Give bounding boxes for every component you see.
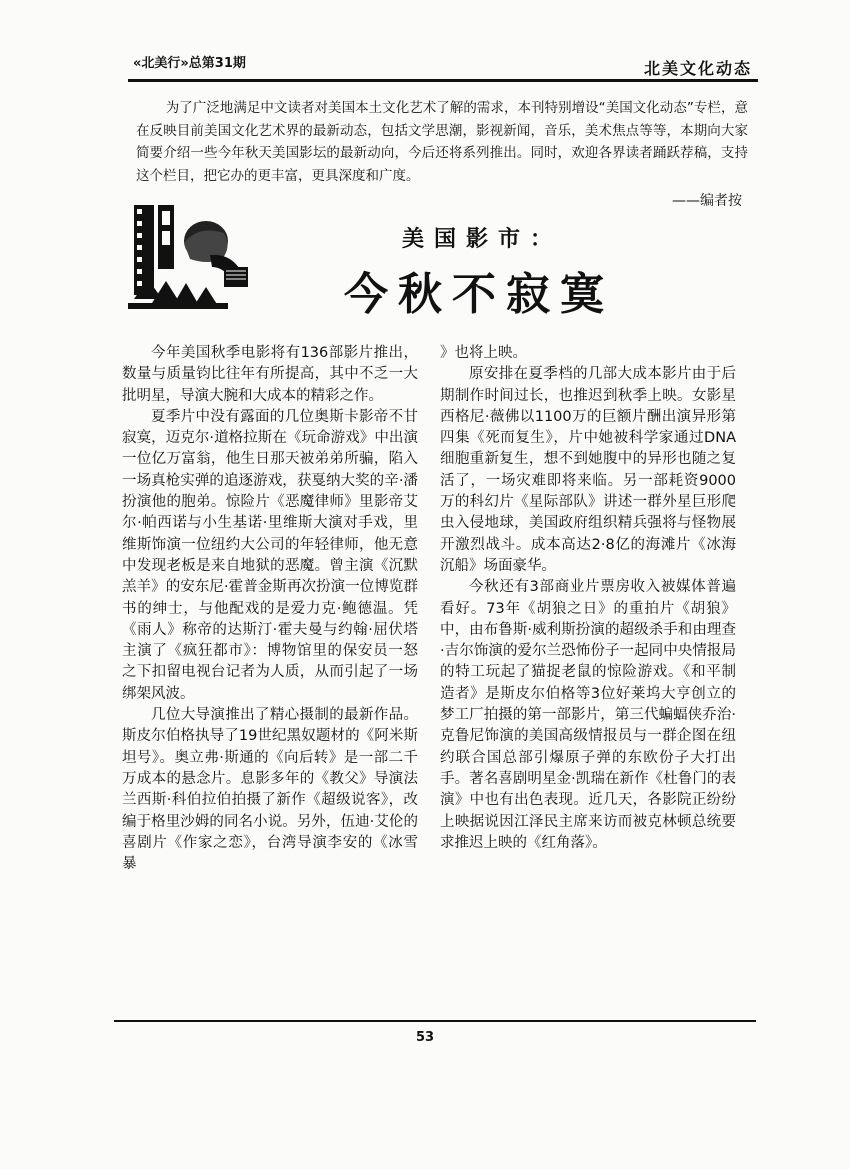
editor-note xyxy=(136,97,748,187)
magazine-issue-label: «北美行»总第31期 xyxy=(133,56,246,71)
editor-note-text: 为了广泛地满足中文读者对美国本土文化艺术了解的需求，本刊特别增设“美国文化动态”专栏，意在反映目前美国文化艺术界的最新动态，包括文学思潮，影视新闻，音乐，美术焦点等等，本期向大家简要介绍一些今年秋天美国影坛的最新动向，今后还将系列推出。同时，欢迎各界读者踊跃荐稿，支持这个栏目，把它办的更丰富，更具深度和广度。 xyxy=(136,100,748,184)
article-left-column xyxy=(122,343,418,875)
paragraph: 几位大导演推出了精心摄制的最新作品。斯皮尔伯格执导了19世纪黑奴题材的《阿米斯坦号》。奥立弗·斯通的《向后转》是一部二千万成本的悬念片。息影多年的《教父》导演法兰西斯·科伯拉伯拍摄了新作《超级说客》，改编于格里沙姆的同名小说。另外，伍迪·艾伦的喜剧片《作家之恋》，台湾导演李安的《冰雪暴 xyxy=(122,707,418,873)
section-title: 北美文化动态 xyxy=(643,59,752,78)
page-number: 53 xyxy=(415,1030,435,1045)
footer-divider xyxy=(114,1020,756,1022)
film-reel-illustration xyxy=(128,203,258,313)
paragraph: 今秋还有3部商业片票房收入被媒体普遍看好。73年《胡狼之日》的重拍片《胡狼》中，由布鲁斯·威利斯扮演的超级杀手和由理查·吉尔饰演的爱尔兰恐怖份子一起同中央情报局的特工玩起了猫捉老鼠的惊险游戏。《和平制造者》是斯皮尔伯格等3位好莱坞大亨创立的梦工厂拍摄的第一部影片，第三代蝙蝠侠乔治·克鲁尼饰演的美国高级情报员与一群企图在纽约联合国总部引爆原子弹的东欧份子大打出手。著名喜剧明星金·凯瑞在新作《杜鲁门的表演》中也有出色表现。近几天，各影院正纷纷上映据说因江泽民主席来访而被克林顿总统要求推迟上映的《红角落》。 xyxy=(440,579,736,851)
paragraph: 原安排在夏季档的几部大成本影片由于后期制作时间过长，也推迟到秋季上映。女影星西格尼·薇佛以1100万的巨额片酬出演异形第四集《死而复生》，片中她被科学家通过DNA细胞重新复生，想不到她腹中的异形也随之复活了，一场灾难即将来临。另一部耗资9000万的科幻片《星际部队》讲述一群外星巨形爬虫入侵地球，美国政府组织精兵强将与怪物展开激烈战斗。成本高达2·8亿的海滩片《冰海沉船》场面豪华。 xyxy=(440,366,736,574)
editor-byline: ——编者按 xyxy=(672,193,742,209)
header-divider xyxy=(128,79,758,82)
paragraph: 今年美国秋季电影将有136部影片推出，数量与质量钧比往年有所提高，其中不乏一大批明星，导演大腕和大成本的精彩之作。 xyxy=(122,345,418,404)
article-headline: 今秋不寂寞 xyxy=(344,269,614,320)
article-right-column xyxy=(440,343,736,854)
paragraph: 夏季片中没有露面的几位奥斯卡影帝不甘寂寞，迈克尔·道格拉斯在《玩命游戏》中出演一位亿万富翁，他生日那天被弟弟所骗，陷入一场真枪实弹的追逐游戏，获戛纳大奖的辛·潘扮演他的胞弟。惊险片《恶魔律师》里影帝艾尔·帕西诺与小生基诺·里维斯大演对手戏，里维斯饰演一位纽约大公司的年轻律师，他无意中发现老板是来自地狱的恶魔。曾主演《沉默羔羊》的安东尼·霍普金斯再次扮演一位博览群书的绅士，与他配戏的是爱力克·鲍德温。凭《雨人》称帝的达斯汀·霍夫曼与约翰·屈伏塔主演了《疯狂都市》：博物馆里的保安员一怒之下扣留电视台记者为人质，从而引起了一场绑架风波。 xyxy=(122,408,418,702)
article-kicker: 美国影市： xyxy=(402,226,563,252)
paragraph: 》也将上映。 xyxy=(440,345,527,361)
